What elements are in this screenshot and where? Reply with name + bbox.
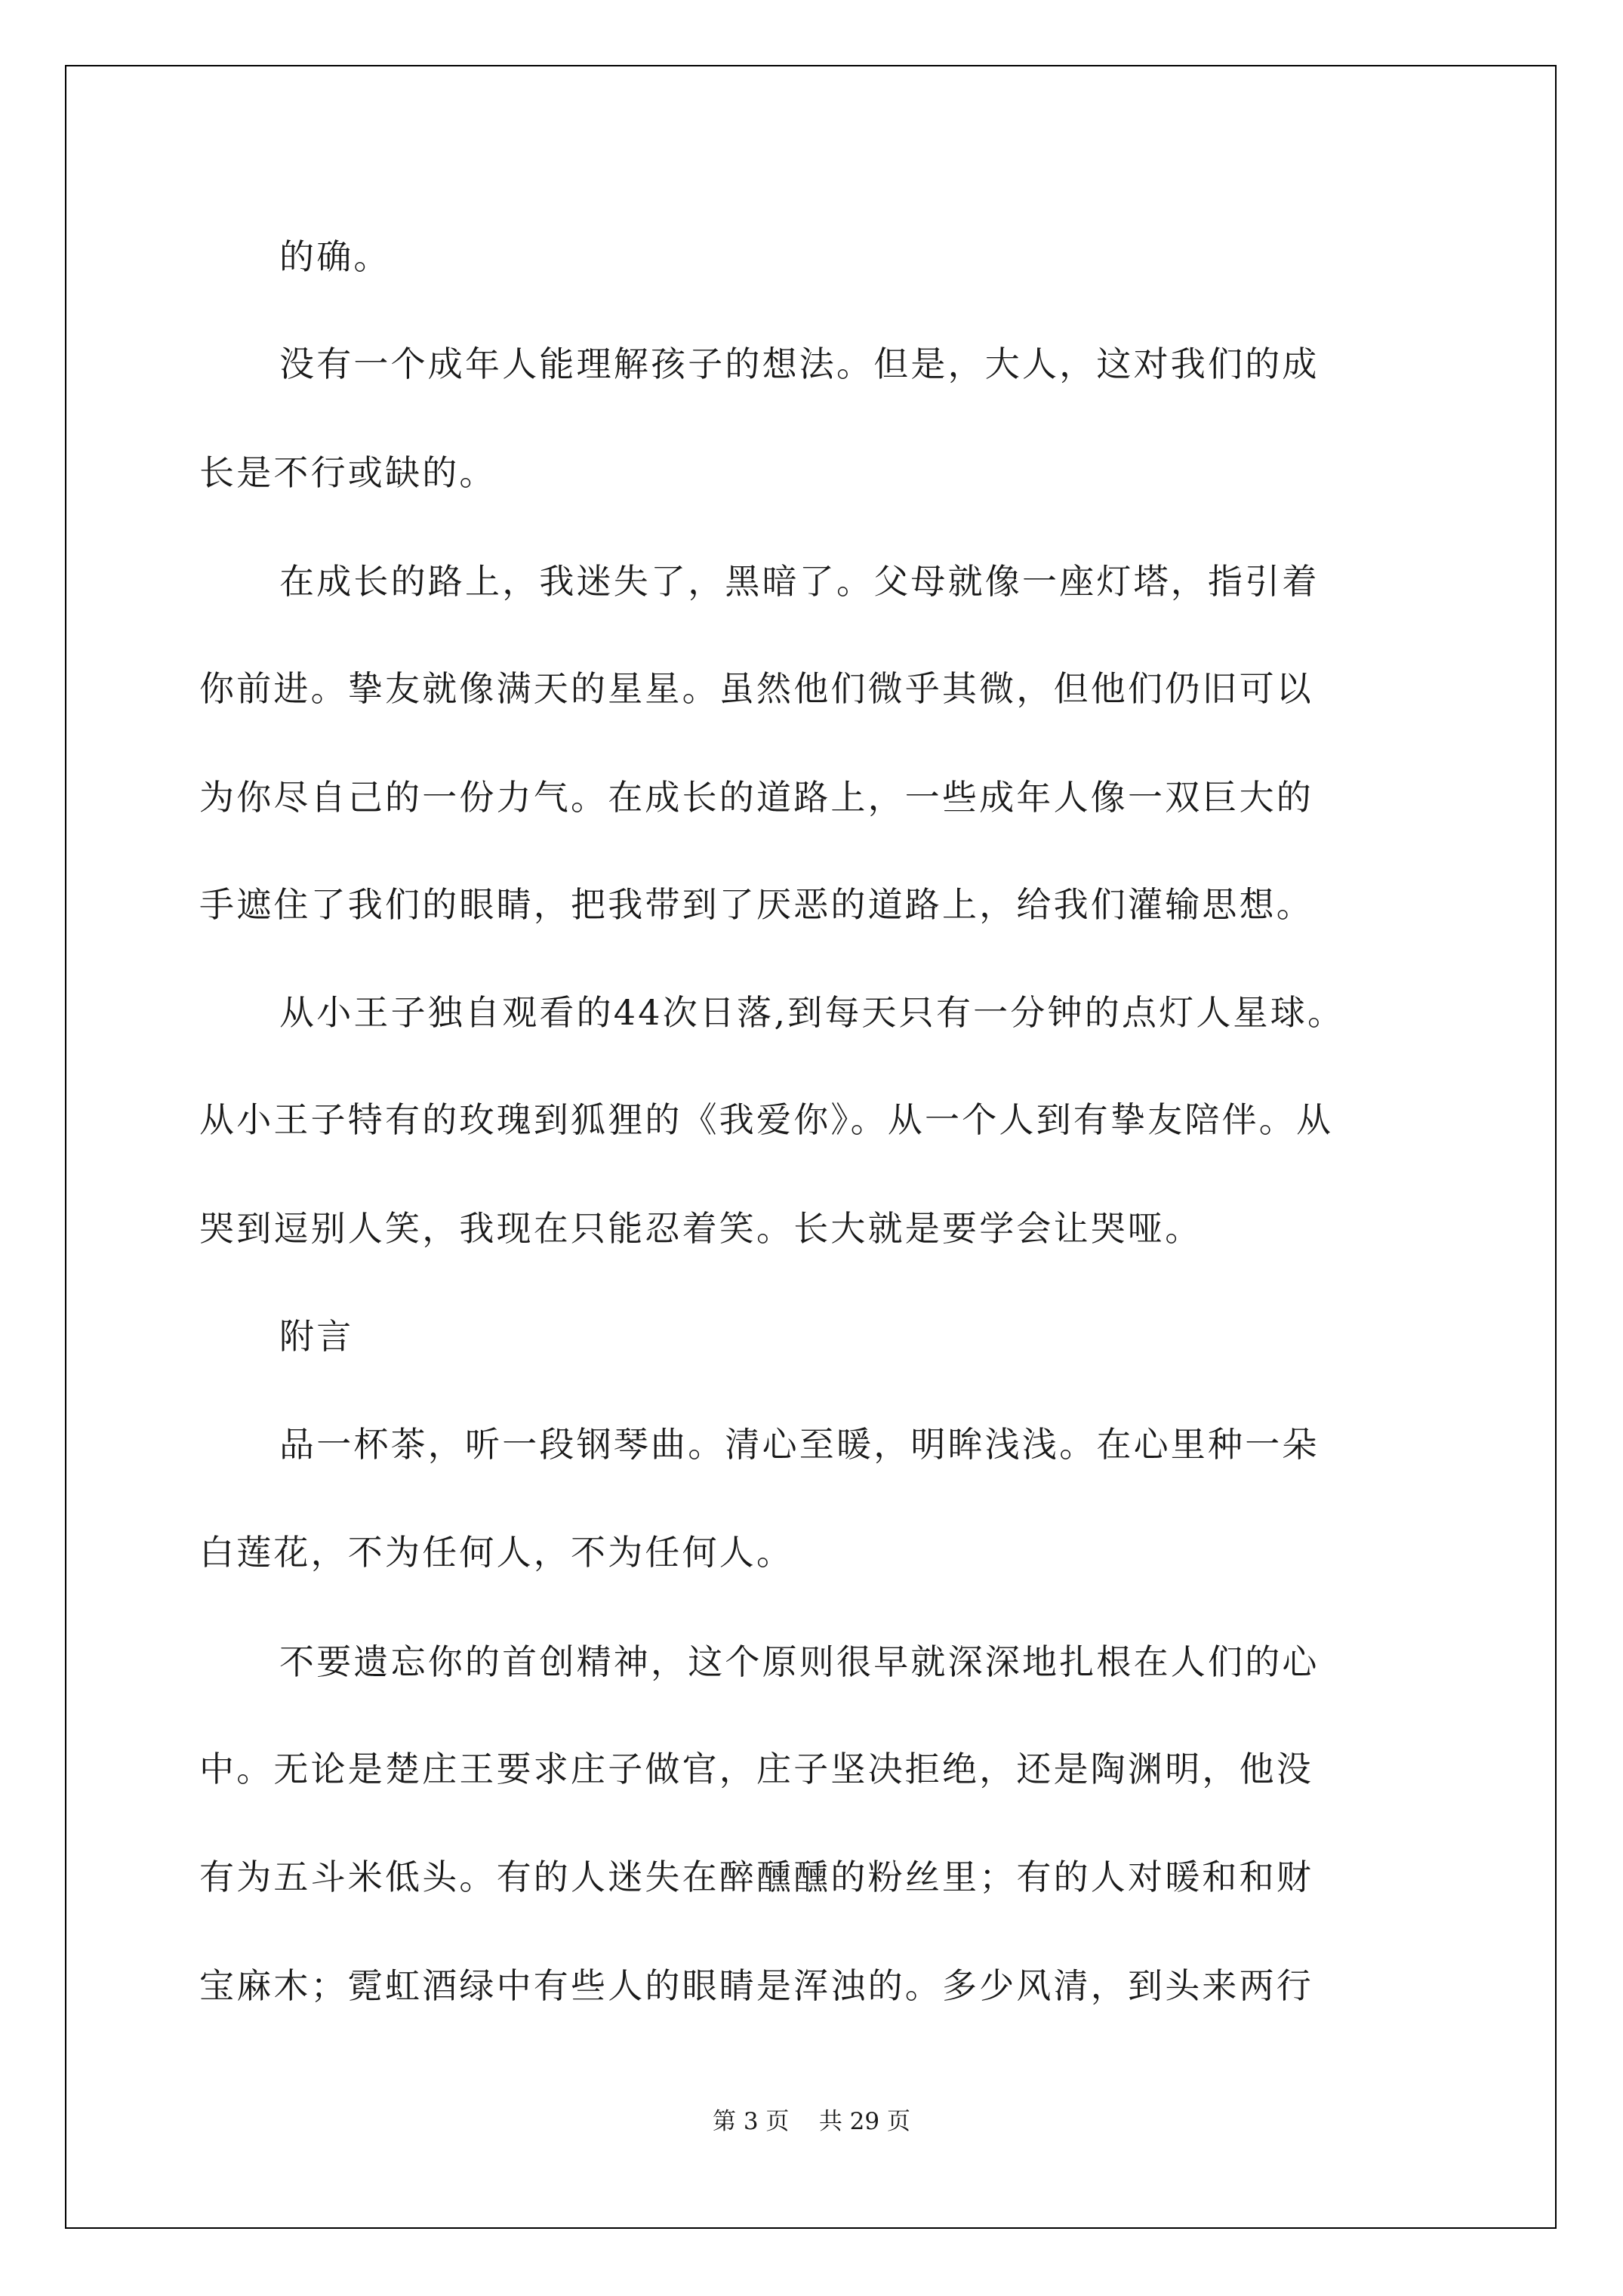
text-line: 不要遗忘你的首创精神，这个原则很早就深深地扎根在人们的心 xyxy=(279,1641,1320,1682)
text-line: 没有一个成年人能理解孩子的想法。但是，大人，这对我们的成 xyxy=(279,344,1320,384)
page-border xyxy=(65,65,1557,2229)
page-footer: 第 3 页 共 29 页 xyxy=(712,2108,910,2135)
text-line: 白莲花，不为任何人，不为任何人。 xyxy=(199,1532,794,1573)
text-line: 附言 xyxy=(279,1316,354,1357)
text-line: 品一杯茶，听一段钢琴曲。清心至暖，明眸浅浅。在心里种一朵 xyxy=(279,1424,1320,1465)
text-line: 中。无论是楚庄王要求庄子做官，庄子坚决拒绝，还是陶渊明，他没 xyxy=(199,1749,1313,1789)
text-line: 从小王子独自观看的44次日落,到每天只有一分钟的点灯人星球。 xyxy=(279,992,1345,1033)
text-line: 长是不行或缺的。 xyxy=(199,452,497,493)
text-line: 哭到逗别人笑，我现在只能忍着笑。长大就是要学会让哭哑。 xyxy=(199,1208,1203,1249)
text-line: 手遮住了我们的眼睛，把我带到了厌恶的道路上，给我们灌输思想。 xyxy=(199,884,1313,925)
text-line: 在成长的路上，我迷失了，黑暗了。父母就像一座灯塔，指引着 xyxy=(279,561,1320,602)
text-line: 从小王子特有的玫瑰到狐狸的《我爱你》。从一个人到有挚友陪伴。从 xyxy=(199,1099,1334,1140)
text-line: 宝麻木；霓虹酒绿中有些人的眼睛是浑浊的。多少风清，到头来两行 xyxy=(199,1965,1313,2006)
text-line: 有为五斗米低头。有的人迷失在醉醺醺的粉丝里；有的人对暖和和财 xyxy=(199,1857,1313,1897)
text-line: 为你尽自己的一份力气。在成长的道路上，一些成年人像一双巨大的 xyxy=(199,777,1313,818)
text-line: 的确。 xyxy=(279,236,391,277)
text-line: 你前进。挚友就像满天的星星。虽然他们微乎其微，但他们仍旧可以 xyxy=(199,668,1313,709)
